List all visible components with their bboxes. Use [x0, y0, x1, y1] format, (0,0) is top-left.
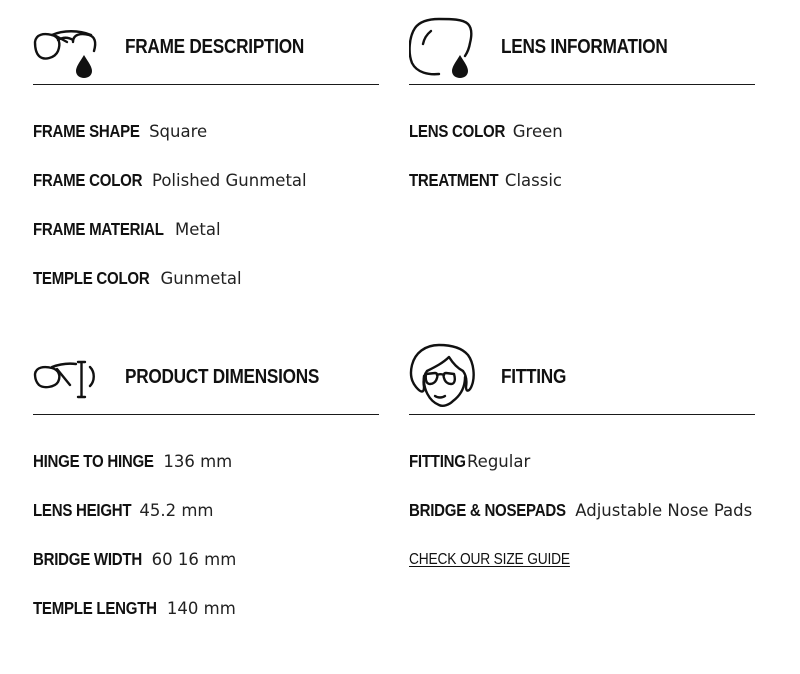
spec-row-lens-height [33, 486, 379, 535]
spec-label: FRAME SHAPE [33, 121, 140, 141]
spec-list [33, 85, 379, 303]
fitting-section [409, 335, 755, 584]
spec-value: Classic [504, 171, 562, 190]
spec-list [409, 85, 755, 205]
spec-value: 136 mm [163, 452, 233, 471]
spec-label: BRIDGE WIDTH [33, 549, 142, 569]
spec-value: 60 16 mm [151, 550, 237, 569]
spec-value: Adjustable Nose Pads [575, 501, 753, 520]
product-dimensions-section [33, 335, 379, 633]
spec-row-temple-color [33, 254, 379, 303]
lens-information-section [409, 5, 755, 205]
section-title: FITTING [501, 366, 567, 388]
spec-value: Polished Gunmetal [151, 171, 307, 190]
size-guide-link[interactable]: CHECK OUR SIZE GUIDE [409, 550, 570, 568]
spec-label: FRAME COLOR [33, 170, 143, 190]
spec-label: FITTING [409, 451, 466, 471]
spec-row-lens-color [409, 107, 755, 156]
spec-label: TREATMENT [409, 170, 499, 190]
section-title: LENS INFORMATION [501, 36, 668, 58]
lens-information-header [409, 5, 755, 85]
section-title: FRAME DESCRIPTION [125, 36, 305, 58]
spec-list [409, 415, 755, 584]
spec-value: Square [149, 122, 208, 141]
spec-row-frame-shape [33, 107, 379, 156]
product-dimensions-header [33, 335, 379, 415]
size-guide-row [409, 535, 755, 584]
spec-value: Green [512, 122, 563, 141]
frame-description-section [33, 5, 379, 303]
spec-value: Regular [466, 452, 531, 471]
spec-label: TEMPLE LENGTH [33, 598, 157, 618]
spec-value: Gunmetal [160, 269, 242, 288]
spec-label: HINGE TO HINGE [33, 451, 154, 471]
spec-list [33, 415, 379, 633]
spec-label: TEMPLE COLOR [33, 268, 150, 288]
spec-row-frame-color [33, 156, 379, 205]
fitting-header [409, 335, 755, 415]
spec-value: 140 mm [166, 599, 236, 618]
lens-drop-icon [409, 11, 479, 77]
spec-row-temple-length [33, 584, 379, 633]
spec-label: LENS COLOR [409, 121, 506, 141]
spec-row-fitting [409, 437, 755, 486]
spec-value: 45.2 mm [139, 501, 214, 520]
section-title: PRODUCT DIMENSIONS [125, 366, 320, 388]
spec-row-frame-material [33, 205, 379, 254]
frame-description-header [33, 5, 379, 85]
spec-label: BRIDGE & NOSEPADS [409, 500, 566, 520]
spec-row-bridge-nosepads [409, 486, 755, 535]
aviator-sunglasses-drop-icon [33, 11, 103, 77]
spec-label: FRAME MATERIAL [33, 219, 164, 239]
spec-row-bridge-width [33, 535, 379, 584]
spec-label: LENS HEIGHT [33, 500, 132, 520]
face-with-glasses-icon [409, 341, 479, 407]
spec-row-hinge-to-hinge [33, 437, 379, 486]
glasses-measure-icon [33, 341, 103, 407]
spec-row-treatment [409, 156, 755, 205]
spec-value: Metal [174, 220, 221, 239]
